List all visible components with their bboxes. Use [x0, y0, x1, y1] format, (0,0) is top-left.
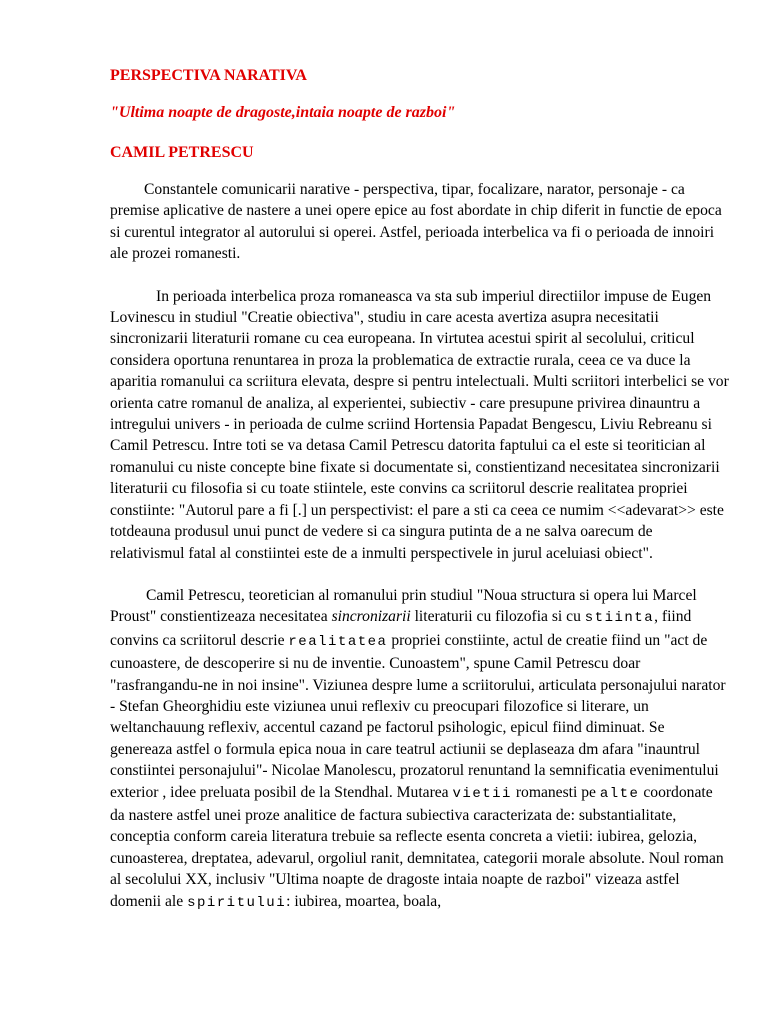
- paragraph-3-italic-term: sincronizarii: [331, 608, 411, 626]
- paragraph-3-text: literaturii cu filozofia si cu: [410, 608, 585, 626]
- paragraph-3-text: , fiind convins ca scriitorul descrie: [110, 608, 692, 649]
- paragraph-3: [110, 585, 730, 914]
- document-subtitle: "Ultima noapte de dragoste,intaia noapte de razboi": [110, 104, 456, 121]
- paragraph-3-spaced-term: alte: [599, 785, 640, 802]
- paragraph-3-text: romanesti pe: [511, 783, 600, 801]
- paragraph-2: In perioada interbelica proza romaneasca va sta sub imperiul directiilor impuse de Eugen Lovinescu in studiul "Creatie obiectiva", studiu in care acesta avertiza asupra necesitatii sincronizarii literaturii romane cu cea europeana. In virtutea acestui spirit al secolului, criticul considera oportuna renuntarea in proza la problematica de extractie rurala, ceea ce va duce la aparitia romanului ca scriitura elevata, despre si pentru intelectuali. Multi scriitori interbelici se vor orienta catre romanul de analiza, al experientei, subiectiv - care presupune privirea dinauntru a intregului univers - in perioada de culme scriind Hortensia Papadat Bengescu, Liviu Rebreanu si Camil Petrescu. Intre toti se va detasa Camil Petrescu datorita faptului ca el este si teoritician al romanului cu niste concepte bine fixate si documentate si, constientizand necesitatea sincronizarii literaturii cu filosofia si cu toate stiintele, este convins ca scriitorul descrie realitatea propriei constiinte: "Autorul pare a fi [.] un perspectivist: el pare a sti ca ceea ce numim <<adevarat>> este totdeauna produsul unui punct de vedere si ca singura putinta de a ne salva oarecum de relativismul fatal al constiintei este de a inmulti perspectivele in jurul aceluiasi obiect".: [110, 287, 729, 562]
- paragraph-3-text: Camil Petrescu, teoretician al romanului prin studiul "Noua structura si opera lui Marcel Proust" constientizeaza necesitatea: [110, 586, 697, 626]
- document-title: PERSPECTIVA NARATIVA: [110, 67, 307, 84]
- paragraph-3-spaced-term: spiritului: [187, 894, 287, 911]
- paragraph-3-text: propriei constiinte, actul de creatie fiind un "act de cunoastere, de descoperire si nu de inventie. Cunoastem", spune Camil Petrescu doar "rasfrangandu-ne in noi insine". Viziunea despre lume a scriitorului, articulata personajului narator - Stefan Gheorghidiu este viziunea unui reflexiv cu preocupari filozofice si literare, un weltanchauung reflexiv, accentul cazand pe factorul psihologic, epicul fiind diminuat. Se genereaza astfel o formula epica noua in care teatrul actiunii se deplaseaza dm afara "inauntrul constiintei personajului"- Nicolae Manolescu, prozatorul renuntand la semnificatia evenimentului exterior , idee preluata posibil de la Stendhal. Mutarea: [110, 631, 726, 801]
- document-author: CAMIL PETRESCU: [110, 144, 254, 161]
- paragraph-3-text: : iubirea, moartea, boala,: [286, 892, 442, 910]
- paragraph-1: Constantele comunicarii narative - perspectiva, tipar, focalizare, narator, personaje - ca premise aplicative de nastere a unei opere epice au fost abordate in chip diferit in functie de epoca si curentul integrator al autorului si operei. Astfel, perioada interbelica va fi o perioada de innoiri ale prozei romanesti.: [110, 181, 722, 263]
- paragraph-3-spaced-term: stiinta: [584, 610, 655, 627]
- paragraph-3-spaced-term: realitatea: [288, 633, 388, 650]
- paragraph-3-text: coordonate da nastere astfel unei proze analitice de factura subiectiva caracterizata de: substantialitate, conceptia conform careia literatura trebuie sa reflecte esenta concreta a vietii: iubirea, gelozia, cunoasterea, dreptatea, adevarul, orgoliul ranit, demnitatea, categorii morale absolute. Noul roman al secolului XX, inclusiv "Ultima noapte de dragoste intaia noapte de razboi" vizeaza astfel domenii ale: [110, 783, 724, 910]
- paragraph-3-spaced-term: vietii: [452, 785, 512, 802]
